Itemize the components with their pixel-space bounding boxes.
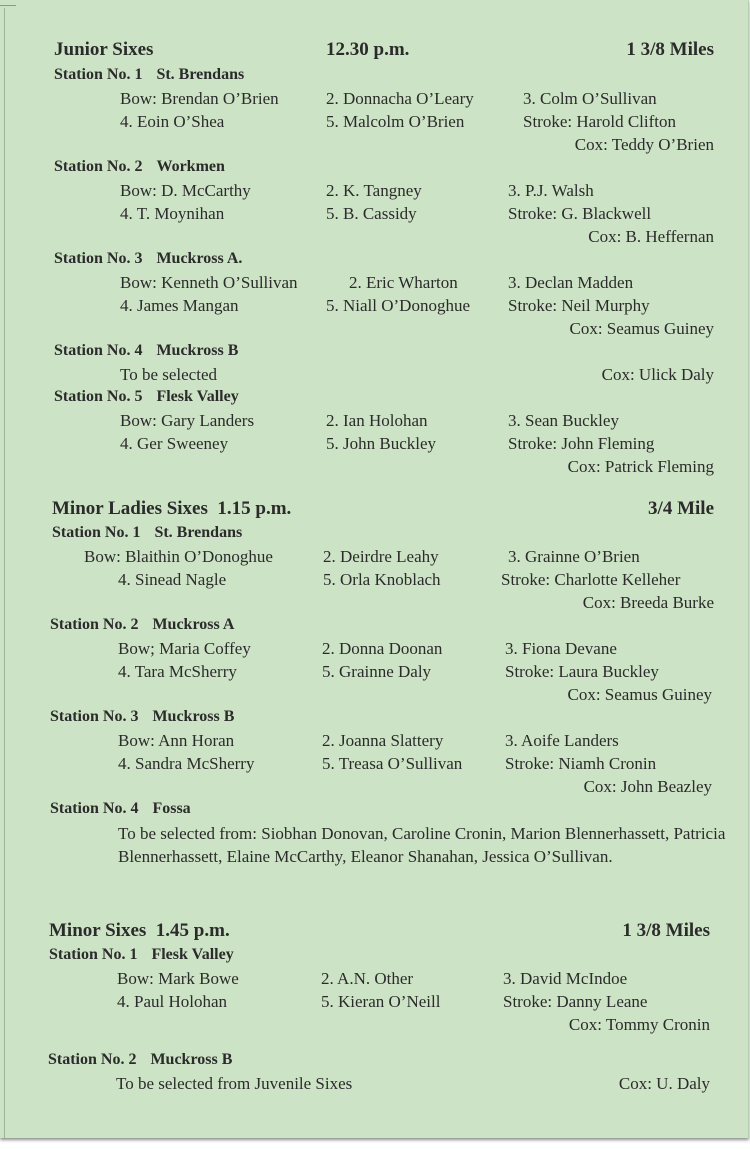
crew-seat-4: 4. Sinead Nagle: [118, 570, 227, 589]
station-number: Station No. 3: [54, 250, 143, 267]
crew-seat-3: 3. David McIndoe: [503, 969, 628, 988]
crew-stroke: Stroke: Laura Buckley: [505, 662, 659, 681]
crew-stroke: Stroke: Danny Leane: [503, 992, 648, 1011]
crew-cox: Cox: Seamus Guiney: [567, 685, 712, 704]
station-club: Flesk Valley: [156, 388, 239, 405]
crew-seat-3: 3. Colm O’Sullivan: [523, 89, 657, 108]
station-number: Station No. 2: [50, 616, 139, 633]
crew-seat-4: 4. Eoin O’Shea: [120, 112, 225, 131]
crew-seat-3: 3. Declan Madden: [508, 273, 634, 292]
crew-seat-5: 5. Treasa O’Sullivan: [322, 754, 463, 773]
crew-cox: Cox: Breeda Burke: [582, 593, 714, 612]
station-heading: [52, 524, 242, 542]
race-time: 1.45 p.m.: [155, 920, 230, 941]
station-number: Station No. 5: [54, 388, 143, 405]
crew-cox: Cox: U. Daly: [618, 1074, 710, 1093]
crew-selection-note: To be selected from: Siobhan Donovan, Caroline Cronin, Marion Blennerhassett, Patricia Blennerhassett, Elaine McCarthy, Eleanor Shanahan, Jessica O’Sullivan.: [118, 824, 726, 866]
crew-seat-4: 4. Paul Holohan: [117, 992, 228, 1011]
station-heading: [54, 342, 238, 360]
crew-seat-5: 5. Orla Knoblach: [323, 570, 441, 589]
crew-stroke: Stroke: Charlotte Kelleher: [501, 570, 681, 589]
crew-stroke: Stroke: Neil Murphy: [508, 296, 650, 315]
crew-cox: Cox: Teddy O’Brien: [574, 135, 714, 154]
crew-stroke: Stroke: Niamh Cronin: [505, 754, 657, 773]
station-number: Station No. 4: [54, 342, 143, 359]
station-number: Station No. 1: [49, 946, 138, 963]
crew-bow: Bow: Gary Landers: [120, 411, 255, 430]
crew-cox: Cox: John Beazley: [583, 777, 712, 796]
race-title-time: [49, 920, 230, 942]
station-club: Muckross B: [152, 708, 235, 725]
crew-seat-3: 3. Aoife Landers: [505, 731, 619, 750]
crew-seat-2: 2. Donnacha O’Leary: [326, 89, 474, 108]
crew-bow: Bow: D. McCarthy: [120, 181, 251, 200]
station-number: Station No. 4: [50, 800, 139, 817]
crew-note: To be selected from Juvenile Sixes: [116, 1074, 353, 1093]
crew-seat-4: 4. James Mangan: [120, 296, 239, 315]
crew-seat-5: 5. B. Cassidy: [326, 204, 417, 223]
crew-bow: Bow; Maria Coffey: [118, 639, 251, 658]
crew-seat-2: 2. Donna Doonan: [322, 639, 443, 658]
crew-seat-5: 5. Malcolm O’Brien: [326, 112, 465, 131]
page-edge-mark: [0, 5, 16, 6]
crew-seat-5: 5. Kieran O’Neill: [321, 992, 441, 1011]
crew-seat-3: 3. Sean Buckley: [508, 411, 619, 430]
crew-seat-5: 5. John Buckley: [326, 434, 437, 453]
station-club: Muckross B: [150, 1051, 233, 1068]
crew-seat-3: 3. P.J. Walsh: [508, 181, 594, 200]
station-heading: [54, 388, 239, 406]
station-club: St. Brendans: [156, 66, 245, 83]
crew-seat-2: 2. A.N. Other: [321, 969, 414, 988]
page-edge: [4, 8, 5, 1138]
race-distance: 3/4 Mile: [648, 498, 714, 519]
station-club: Muckross A: [152, 616, 235, 633]
race-title: Minor Ladies Sixes: [52, 498, 208, 519]
crew-seat-3: 3. Fiona Devane: [505, 639, 617, 658]
crew-cox: Cox: Patrick Fleming: [567, 457, 714, 476]
race-time: 12.30 p.m.: [326, 39, 410, 60]
crew-seat-2: 2. K. Tangney: [326, 181, 422, 200]
race-title-time: [52, 498, 291, 520]
station-heading: [54, 158, 225, 176]
crew-note: To be selected: [120, 365, 217, 384]
crew-seat-5: 5. Grainne Daly: [322, 662, 432, 681]
station-number: Station No. 3: [50, 708, 139, 725]
crew-cox: Cox: B. Heffernan: [588, 227, 714, 246]
race-distance: 1 3/8 Miles: [622, 920, 710, 941]
crew-stroke: Stroke: G. Blackwell: [508, 204, 652, 223]
station-club: Workmen: [156, 158, 225, 175]
race-title: Junior Sixes: [54, 39, 154, 60]
crew-bow: Bow: Blaithin O’Donoghue: [84, 547, 273, 566]
station-heading: [49, 946, 234, 964]
station-heading: [50, 800, 191, 818]
race-title: Minor Sixes: [49, 920, 147, 941]
crew-cox: Cox: Seamus Guiney: [569, 319, 714, 338]
crew-bow: Bow: Ann Horan: [118, 731, 235, 750]
crew-seat-5: 5. Niall O’Donoghue: [326, 296, 471, 315]
crew-stroke: Stroke: Harold Clifton: [523, 112, 676, 131]
station-number: Station No. 1: [54, 66, 143, 83]
station-heading: [48, 1051, 232, 1069]
race-distance: 1 3/8 Miles: [626, 39, 714, 60]
station-heading: [50, 616, 234, 634]
station-number: Station No. 2: [54, 158, 143, 175]
station-club: Fossa: [152, 800, 191, 817]
crew-stroke: Stroke: John Fleming: [508, 434, 655, 453]
crew-cox: Cox: Ulick Daly: [601, 365, 714, 384]
crew-seat-2: 2. Eric Wharton: [349, 273, 458, 292]
crew-seat-4: 4. Ger Sweeney: [120, 434, 229, 453]
station-club: Muckross B: [156, 342, 239, 359]
station-number: Station No. 2: [48, 1051, 137, 1068]
station-club: St. Brendans: [154, 524, 243, 541]
crew-seat-2: 2. Ian Holohan: [326, 411, 428, 430]
crew-cox: Cox: Tommy Cronin: [568, 1015, 710, 1034]
crew-bow: Bow: Mark Bowe: [117, 969, 239, 988]
station-club: Muckross A.: [156, 250, 243, 267]
crew-seat-2: 2. Joanna Slattery: [322, 731, 444, 750]
crew-seat-4: 4. Tara McSherry: [118, 662, 237, 681]
crew-bow: Bow: Kenneth O’Sullivan: [120, 273, 298, 292]
crew-seat-4: 4. Sandra McSherry: [118, 754, 255, 773]
crew-seat-4: 4. T. Moynihan: [120, 204, 225, 223]
station-number: Station No. 1: [52, 524, 141, 541]
race-time: 1.15 p.m.: [217, 498, 292, 519]
crew-seat-2: 2. Deirdre Leahy: [323, 547, 439, 566]
crew-bow: Bow: Brendan O’Brien: [120, 89, 279, 108]
station-heading: [54, 66, 244, 84]
station-club: Flesk Valley: [151, 946, 234, 963]
station-heading: [54, 250, 242, 268]
station-heading: [50, 708, 234, 726]
crew-seat-3: 3. Grainne O’Brien: [508, 547, 640, 566]
